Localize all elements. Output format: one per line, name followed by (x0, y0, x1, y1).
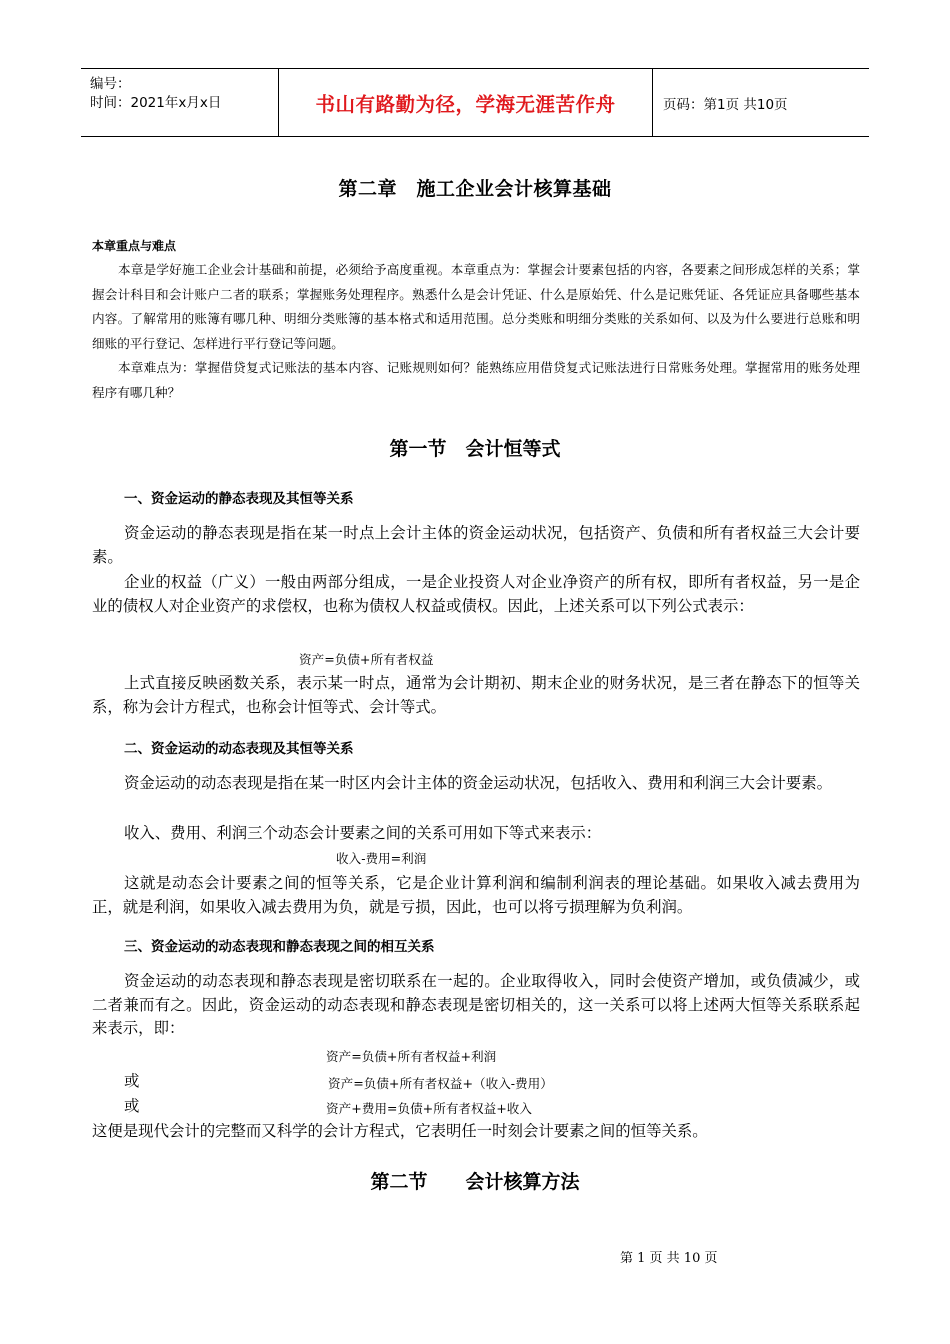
section-title: 第二节 会计核算方法 (370, 1171, 580, 1193)
header-motto: 书山有路勤为径，学海无涯苦作舟 (279, 69, 653, 136)
page-footer: 第 1 页 共 10 页 (620, 1251, 718, 1266)
formula: 资产=负债+所有者权益+利润 (326, 1049, 497, 1064)
formula: 资产=负债+所有者权益+（收入-费用） (328, 1076, 553, 1091)
key-points-paragraph: 本章难点为：掌握借贷复式记账法的基本内容、记账规则如何？能熟练应用借贷复式记账法进行日常账务处理。掌握常用的账务处理程序有哪几种？ (92, 360, 860, 400)
paragraph: 资金运动的动态表现和静态表现是密切联系在一起的。企业取得收入，同时会使资产增加，或负债减少，或二者兼而有之。因此，资金运动的动态表现和静态表现是密切相关的，这一关系可以将上述两大恒等关系联系起来表示，即： (92, 972, 860, 1037)
formula: 资产+费用=负债+所有者权益+收入 (326, 1101, 532, 1116)
paragraph: 收入、费用、利润三个动态会计要素之间的关系可用如下等式来表示： (124, 824, 602, 842)
paragraph: 这便是现代会计的完整而又科学的会计方程式，它表明任一时刻会计要素之间的恒等关系。 (92, 1122, 708, 1140)
subsection-title: 二、资金运动的动态表现及其恒等关系 (124, 741, 354, 757)
header-meta (81, 69, 279, 136)
key-points-paragraph: 本章是学好施工企业会计基础和前提，必须给予高度重视。本章重点为：掌握会计要素包括的内容，各要素之间形成怎样的关系；掌握会计科目和会计账户二者的联系；掌握账务处理程序。熟悉什么是会计凭证、什么是原始凭、什么是记账凭证、各凭证应具备哪些基本内容。了解常用的账簿有哪几种、明细分类账簿的基本格式和适用范围。总分类账和明细分类账的关系如何、以及为什么要进行总账和明细账的平行登记、怎样进行平行登记等问题。 (92, 262, 860, 351)
key-points-title: 本章重点与难点 (92, 239, 177, 253)
formula: 收入-费用=利润 (336, 851, 427, 866)
document-header (81, 68, 869, 137)
paragraph: 资金运动的静态表现是指在某一时点上会计主体的资金运动状况，包括资产、负债和所有者权益三大会计要素。 (92, 524, 860, 566)
paragraph: 上式直接反映函数关系，表示某一时点，通常为会计期初、期末企业的财务状况，是三者在静态下的恒等关系，称为会计方程式，也称会计恒等式、会计等式。 (92, 674, 860, 716)
paragraph: 资金运动的动态表现是指在某一时区内会计主体的资金运动状况，包括收入、费用和利润三大会计要素。 (124, 774, 832, 792)
subsection-title: 一、资金运动的静态表现及其恒等关系 (124, 491, 354, 507)
paragraph: 这就是动态会计要素之间的恒等关系，它是企业计算利润和编制利润表的理论基础。如果收入减去费用为正，就是利润，如果收入减去费用为负，就是亏损，因此，也可以将亏损理解为负利润。 (92, 874, 860, 916)
paragraph: 企业的权益（广义）一般由两部分组成，一是企业投资人对企业净资产的所有权，即所有者权益，另一是企业的债权人对企业资产的求偿权，也称为债权人权益或债权。因此，上述关系可以下列公式表示： (92, 573, 860, 615)
subsection-title: 三、资金运动的动态表现和静态表现之间的相互关系 (124, 939, 435, 955)
formula: 资产=负债+所有者权益 (299, 652, 434, 667)
or-label: 或 (124, 1097, 140, 1115)
section-title: 第一节 会计恒等式 (389, 438, 561, 460)
time-label: 时间：2021年x月x日 (90, 95, 222, 111)
chapter-title: 第二章 施工企业会计核算基础 (338, 178, 612, 200)
number-label: 编号： (90, 76, 131, 92)
header-page-info: 页码：第1页 共10页 (663, 96, 788, 113)
or-label: 或 (124, 1072, 140, 1090)
key-points-body (92, 258, 860, 406)
